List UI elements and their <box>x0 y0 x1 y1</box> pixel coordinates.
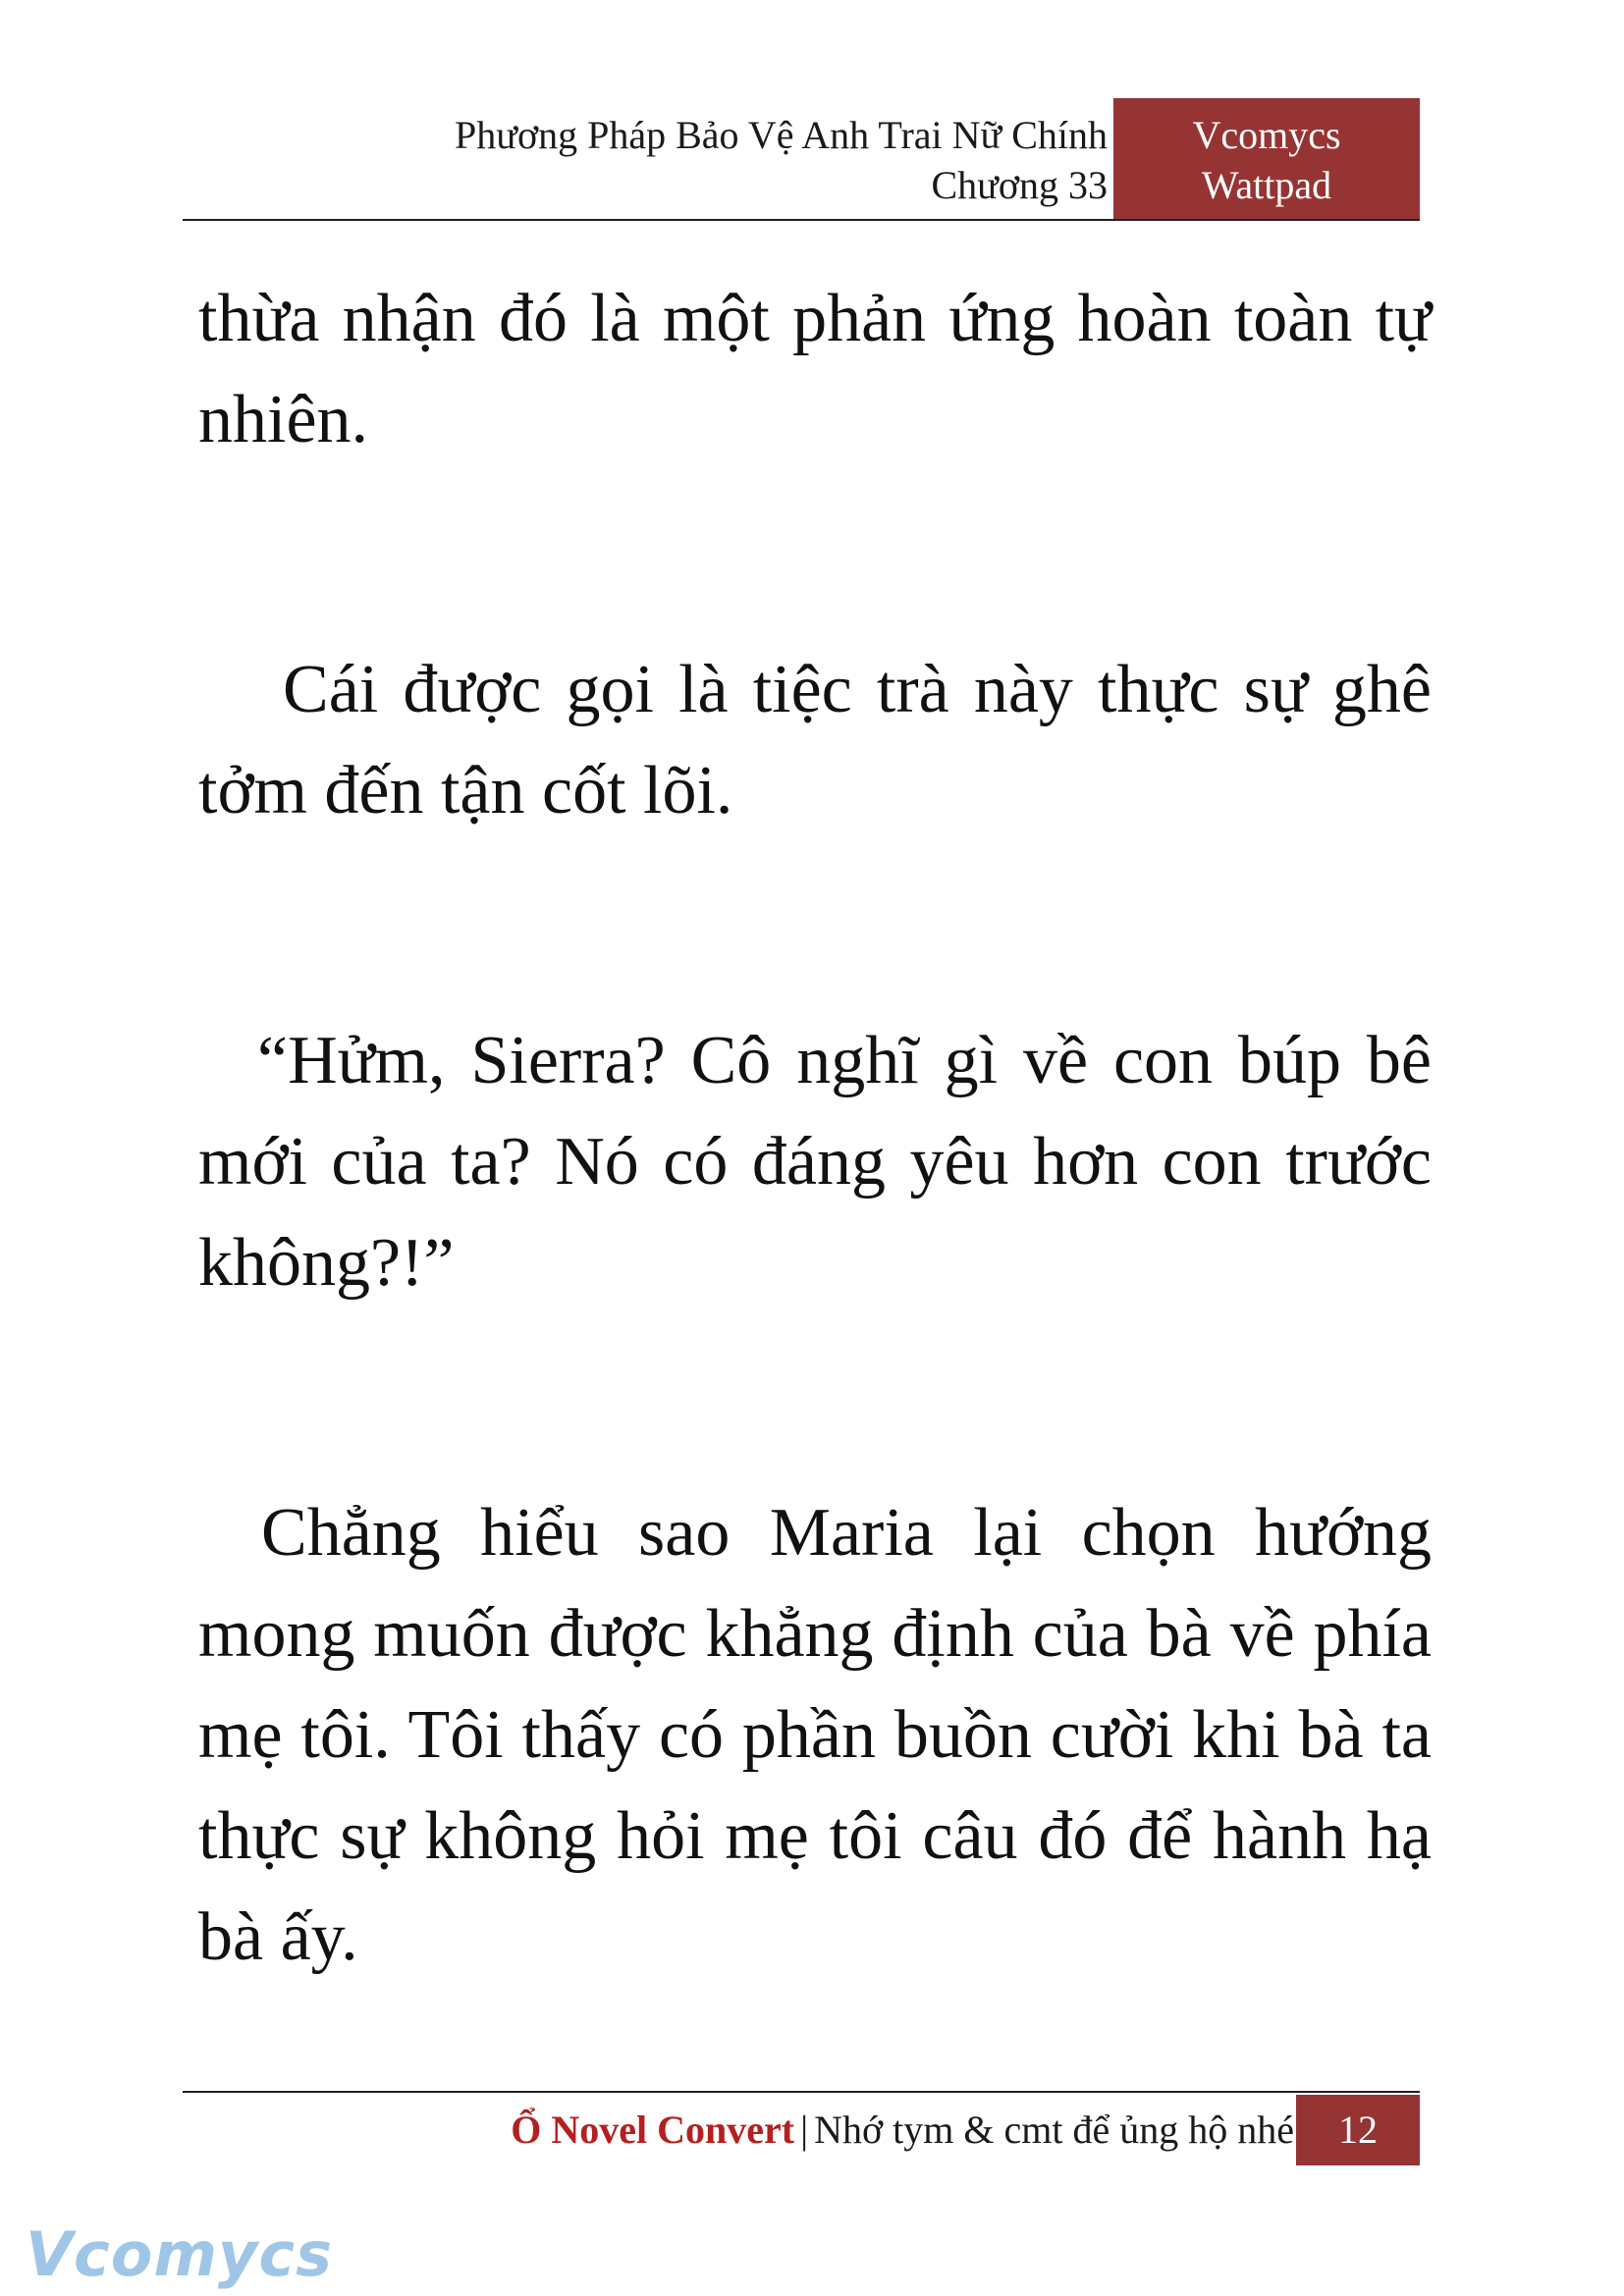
page-header <box>183 98 1420 220</box>
source-platform: Wattpad <box>1201 163 1332 207</box>
paragraph: thừa nhận đó là một phản ứng hoàn toàn tự nhiên. <box>198 281 1432 457</box>
book-title: Phương Pháp Bảo Vệ Anh Trai Nữ Chính <box>455 113 1108 157</box>
header-titles <box>455 110 1108 210</box>
chapter-label: Chương 33 <box>931 163 1108 207</box>
source-name: Vcomycs <box>1192 113 1341 157</box>
paragraph: Chẳng hiểu sao Maria lại chọn hướng mong muốn được khẳng định của bà về phía mẹ tôi. Tôi thấy có phần buồn cười khi bà ta thực sự không hỏi mẹ tôi câu đó để hành hạ bà ấy. <box>198 1495 1432 1975</box>
footer-divider <box>183 2091 1420 2093</box>
page-body <box>198 268 1432 1988</box>
paragraph: Cái được gọi là tiệc trà này thực sự ghê tởm đến tận cốt lõi. <box>198 652 1432 828</box>
paragraph: “Hửm, Sierra? Cô nghĩ gì về con búp bê mới của ta? Nó có đáng yêu hơn con trước không?!” <box>198 1023 1432 1301</box>
brand-name: Ổ Novel Convert <box>511 2108 795 2152</box>
footer-note: Nhớ tym & cmt để ủng hộ nhé <box>814 2108 1294 2152</box>
page-number: 12 <box>1296 2095 1420 2165</box>
source-badge <box>1113 98 1420 220</box>
page-footer <box>183 2095 1420 2165</box>
footer-line <box>511 2103 1294 2158</box>
watermark-logo: Vcomycs <box>26 2218 334 2290</box>
footer-separator: | <box>800 2108 809 2152</box>
header-divider <box>183 219 1420 221</box>
